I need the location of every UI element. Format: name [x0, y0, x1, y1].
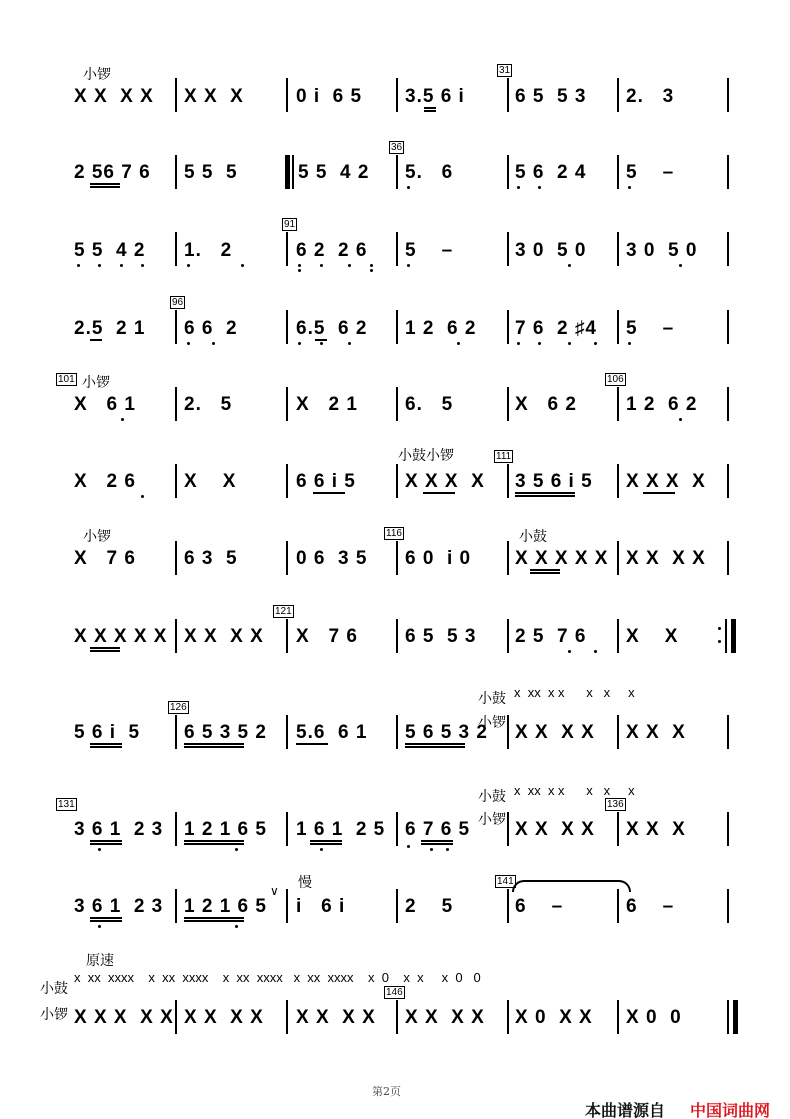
barline: [507, 889, 509, 923]
measure-number: 136: [607, 799, 624, 810]
barline: [617, 812, 619, 846]
measure-36: X X X X: [626, 471, 706, 492]
page-number: 第2页: [372, 1085, 401, 1098]
measure-number: 96: [172, 297, 184, 308]
tie-arc: [512, 880, 631, 892]
barline: [727, 310, 729, 344]
measure-number: 141: [497, 876, 514, 887]
measure-40: 6 0 i 0: [405, 548, 472, 569]
barline: [286, 619, 288, 653]
measure-60: X X X: [626, 819, 686, 840]
measure-5: 6 5 5 3: [515, 86, 587, 107]
measure-15: 6 2 2 6: [296, 240, 368, 261]
barline: [175, 232, 177, 266]
instrument-label-xiaogu: 小鼓: [519, 529, 547, 545]
measure-51: 5.6 6 1: [296, 722, 368, 743]
barline: [617, 310, 619, 344]
instrument-label-xiaogu: 小鼓: [478, 789, 506, 805]
barline: [507, 232, 509, 266]
measure-2: X X X: [184, 86, 244, 107]
measure-31: X 2 6: [74, 471, 136, 492]
measure-71: X 0 X X: [515, 1007, 593, 1028]
measure-65: 6 –: [515, 896, 564, 917]
measure-13: 5 5 4 2: [74, 240, 146, 261]
barline: [727, 541, 729, 575]
measure-number: 36: [391, 142, 403, 153]
barline: [396, 619, 398, 653]
measure-41: X X X X X: [515, 548, 609, 569]
measure-55: 3 6 1 2 3: [74, 819, 164, 840]
measure-3: 0 i 6 5: [296, 86, 363, 107]
barline: [396, 715, 398, 749]
instrument-label-xiaoluo: 小锣: [83, 529, 111, 545]
barline: [727, 889, 729, 923]
barline: [727, 387, 729, 421]
measure-45: X 7 6: [296, 626, 358, 647]
measure-37: X 7 6: [74, 548, 136, 569]
instrument-label-xiaogu-xiaoluo: 小鼓小锣: [398, 448, 454, 464]
barline: [175, 715, 177, 749]
measure-26: 2. 5: [184, 394, 233, 415]
measure-number: 91: [284, 219, 296, 230]
measure-46: 6 5 5 3: [405, 626, 477, 647]
measure-number: 146: [386, 987, 403, 998]
barline: [617, 541, 619, 575]
barline: [175, 541, 177, 575]
measure-10: 5. 6: [405, 162, 454, 183]
barline: [396, 541, 398, 575]
barline: [396, 889, 398, 923]
measure-number: 116: [386, 528, 402, 539]
barline: [507, 715, 509, 749]
breath-mark: ∨: [270, 884, 279, 898]
barline: [175, 310, 177, 344]
barline: [507, 464, 509, 498]
measure-47: 2 5 7 6: [515, 626, 587, 647]
measure-number: 101: [58, 374, 75, 385]
measure-25: X 6 1: [74, 394, 136, 415]
measure-18: 3 0 5 0: [626, 240, 698, 261]
barline: [617, 232, 619, 266]
barline: [286, 464, 288, 498]
measure-number: 126: [170, 702, 187, 713]
barline: [727, 715, 729, 749]
measure-29: X 6 2: [515, 394, 577, 415]
instrument-label-xiaoluo: 小锣: [82, 375, 110, 391]
xiaogu-rhythm-line: x xx xxxx x xx xxxx x xx xxxx x xx xxxx x 0 x x x 0 0: [74, 970, 481, 985]
barline: [617, 619, 619, 653]
measure-38: 6 3 5: [184, 548, 238, 569]
source-text: 本曲谱源自: [585, 1101, 666, 1119]
barline: [727, 232, 729, 266]
barline: [617, 155, 619, 189]
instrument-label-xiaoluo: 小锣: [40, 1007, 68, 1023]
barline: [727, 78, 729, 112]
barline: [396, 78, 398, 112]
measure-68: X X X X: [184, 1007, 264, 1028]
measure-70: X X X X: [405, 1007, 485, 1028]
tempo-marking-slow: 慢: [298, 875, 312, 891]
barline: [507, 541, 509, 575]
measure-1: X X X X: [74, 86, 154, 107]
measure-7: 2 56 7 6: [74, 162, 151, 183]
barline: [396, 464, 398, 498]
measure-16: 5 –: [405, 240, 454, 261]
measure-28: 6. 5: [405, 394, 454, 415]
measure-69: X X X X: [296, 1007, 376, 1028]
measure-44: X X X X: [184, 626, 264, 647]
barline: [396, 232, 398, 266]
measure-32: X X: [184, 471, 237, 492]
measure-number: 111: [496, 451, 512, 462]
xiaogu-rhythm-line: x xx x x x x x: [514, 685, 635, 700]
barline: [286, 889, 288, 923]
measure-14: 1. 2: [184, 240, 233, 261]
instrument-label-xiaoluo: 小锣: [478, 812, 506, 828]
measure-23: 7 6 2 ♯4: [515, 318, 597, 339]
barline: [617, 464, 619, 498]
site-link[interactable]: 中国词曲网: [690, 1101, 771, 1119]
measure-20: 6 6 2: [184, 318, 238, 339]
measure-8: 5 5 5: [184, 162, 238, 183]
barline: [286, 715, 288, 749]
measure-61: 3 6 1 2 3: [74, 896, 164, 917]
barline: [617, 889, 619, 923]
measure-48: X X: [626, 626, 679, 647]
repeat-end-barline: [725, 619, 727, 653]
barline: [617, 78, 619, 112]
barline: [175, 1000, 177, 1034]
measure-4: 3.5 6 i: [405, 86, 465, 107]
measure-number: 131: [58, 799, 75, 810]
measure-6: 2. 3: [626, 86, 675, 107]
barline: [507, 78, 509, 112]
barline: [175, 387, 177, 421]
measure-67: X X X X X: [74, 1007, 174, 1028]
barline: [286, 812, 288, 846]
measure-9: 5 5 4 2: [298, 162, 370, 183]
measure-66: 6 –: [626, 896, 675, 917]
barline: [727, 155, 729, 189]
measure-53: X X X X: [515, 722, 595, 743]
barline: [175, 155, 177, 189]
barline: [396, 310, 398, 344]
barline: [396, 387, 398, 421]
measure-43: X X X X X: [74, 626, 168, 647]
measure-42: X X X X: [626, 548, 706, 569]
barline: [617, 1000, 619, 1034]
measure-35: 3 5 6 i 5: [515, 471, 593, 492]
measure-30: 1 2 6 2: [626, 394, 698, 415]
measure-64: 2 5: [405, 896, 454, 917]
measure-17: 3 0 5 0: [515, 240, 587, 261]
barline: [175, 812, 177, 846]
barline: [617, 715, 619, 749]
measure-33: 6 6 i 5: [296, 471, 356, 492]
measure-59: X X X X: [515, 819, 595, 840]
barline: [286, 310, 288, 344]
barline: [175, 619, 177, 653]
measure-34: X X X X: [405, 471, 485, 492]
barline: [286, 1000, 288, 1034]
barline: [727, 812, 729, 846]
measure-22: 1 2 6 2: [405, 318, 477, 339]
barline: [175, 78, 177, 112]
instrument-label-xiaoluo: 小锣: [83, 67, 111, 83]
barline: [507, 310, 509, 344]
measure-54: X X X: [626, 722, 686, 743]
barline: [286, 541, 288, 575]
measure-39: 0 6 3 5: [296, 548, 368, 569]
barline: [175, 889, 177, 923]
measure-58: 6 7 6 5: [405, 819, 471, 840]
instrument-label-xiaogu: 小鼓: [478, 691, 506, 707]
measure-62: 1 2 1 6 5: [184, 896, 267, 917]
barline: [175, 464, 177, 498]
barline: [286, 387, 288, 421]
barline: [727, 464, 729, 498]
final-barline-thick: [733, 1000, 738, 1034]
measure-50: 6 5 3 5 2: [184, 722, 267, 743]
measure-24: 5 –: [626, 318, 675, 339]
measure-12: 5 –: [626, 162, 675, 183]
barline: [507, 155, 509, 189]
barline: [286, 232, 288, 266]
measure-27: X 2 1: [296, 394, 358, 415]
barline: [507, 1000, 509, 1034]
final-barline-thin: [727, 1000, 729, 1034]
measure-19: 2.5 2 1: [74, 318, 146, 339]
barline: [396, 812, 398, 846]
measure-number: 121: [275, 606, 292, 617]
measure-21: 6.5 6 2: [296, 318, 368, 339]
barline: [396, 155, 398, 189]
tempo-marking-original: 原速: [86, 953, 114, 969]
measure-57: 1 6 1 2 5: [296, 819, 386, 840]
measure-number: 106: [607, 374, 624, 385]
barline: [507, 619, 509, 653]
barline: [507, 812, 509, 846]
measure-63: i 6 i: [296, 896, 346, 917]
measure-72: X 0 0: [626, 1007, 682, 1028]
measure-52: 5 6 5 3 2: [405, 722, 488, 743]
barline: [507, 387, 509, 421]
barline: [396, 1000, 398, 1034]
barline: [617, 387, 619, 421]
measure-number: 31: [499, 65, 511, 76]
barline: [286, 78, 288, 112]
xiaogu-rhythm-line: x xx x x x x x: [514, 783, 635, 798]
measure-56: 1 2 1 6 5: [184, 819, 267, 840]
instrument-label-xiaoluo: 小锣: [478, 715, 506, 731]
instrument-label-xiaogu: 小鼓: [40, 981, 68, 997]
repeat-start-barline: [285, 155, 290, 189]
measure-11: 5 6 2 4: [515, 162, 587, 183]
measure-49: 5 6 i 5: [74, 722, 141, 743]
